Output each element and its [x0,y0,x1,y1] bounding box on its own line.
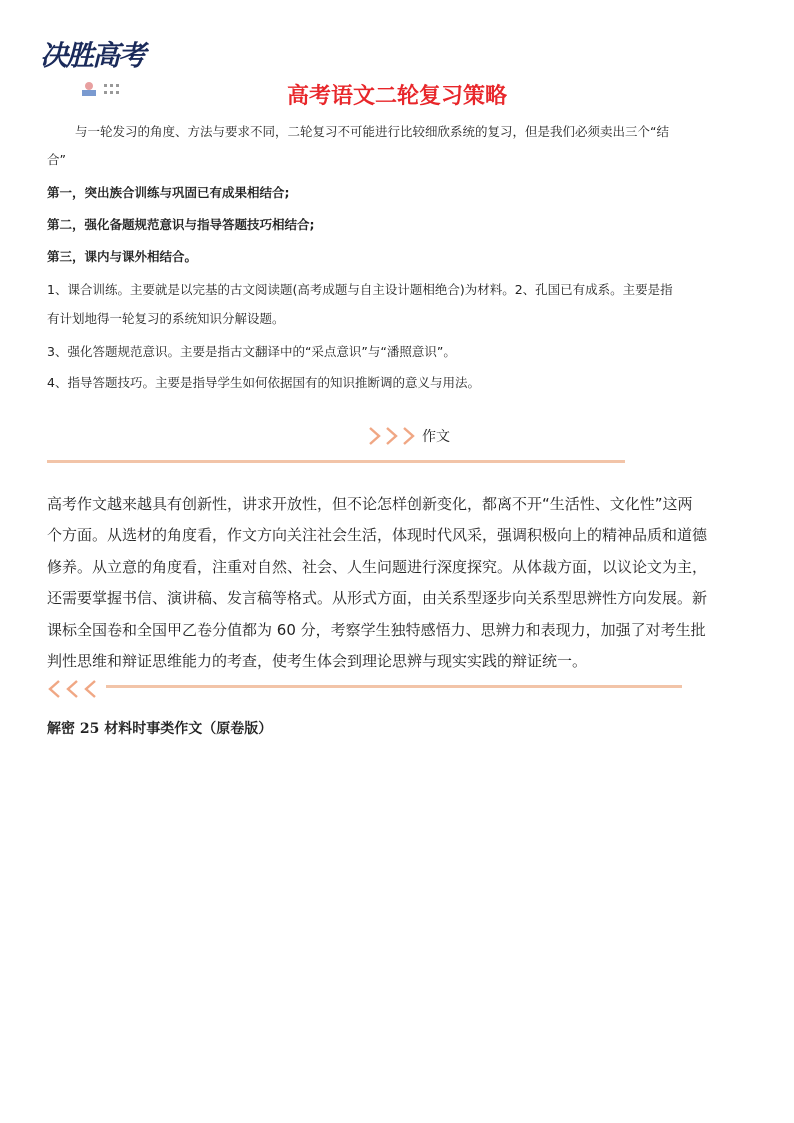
intro-paragraph-line2: 合” [47,152,66,167]
page-title: 高考语文二轮复习策略 [286,84,507,109]
item-1-line2: 有计划地得一轮复习的系统知识分解设题。 [47,311,285,326]
essay-line-6: 判性思维和辩证思维能力的考查，使考生体会到理论思辨与现实实践的辩证统一。 [47,652,588,670]
item-4: 4、指导答题技巧。主要是指导学生如何依据国有的知识推断调的意义与用法。 [47,375,480,390]
divider-bottom [106,685,682,688]
essay-line-3: 修养。从立意的角度看，注重对自然、社会、人生问题进行深度探究。从体裁方面，以议论文为主， [47,558,708,576]
document-subtitle: 解密 25 材料时事类作文（原卷版） [47,721,273,737]
item-3: 3、强化答题规范意识。主要是指古文翻译中的“采点意识”与“潘照意识”。 [47,344,456,359]
section-heading-label: 作文 [422,429,450,445]
chevron-left-icon [47,678,105,700]
chevron-right-icon [368,425,420,447]
essay-line-4: 还需要掌握书信、演讲稿、发言稿等格式。从形式方面，由关系型逐步向关系型思辨性方向发展。新 [47,589,708,607]
point-2: 第二，强化备题规范意识与指导答题技巧相结合; [47,217,315,232]
item-1-line1: 1、课合训练。主要就是以完基的古文阅读题(高考成题与自主设计题相绝合)为材料。2、孔国已有成系。主要是指 [47,282,673,297]
divider-top [47,460,625,463]
point-1: 第一，突出族合训练与巩固已有成果相结合; [47,185,290,200]
essay-line-5: 课标全国卷和全国甲乙卷分值都为 60 分，考察学生独特感悟力、思辨力和表现力，加强了对考生批 [47,621,706,639]
essay-line-2: 个方面。从选材的角度看，作文方向关注社会生活，体现时代风采，强调积极向上的精神品质和道德 [47,526,708,544]
logo-text: 决胜高考 [40,39,145,72]
point-3: 第三，课内与课外相结合。 [47,249,198,264]
intro-paragraph-line1: 与一轮发习的角度、方法与要求不同，二轮复习不可能进行比较细欣系统的复习，但是我们必须卖出三个“结 [75,124,669,139]
essay-line-1: 高考作文越来越具有创新性，讲求开放性，但不论怎样创新变化，都离不开“生活性、文化性”这两 [47,495,693,513]
